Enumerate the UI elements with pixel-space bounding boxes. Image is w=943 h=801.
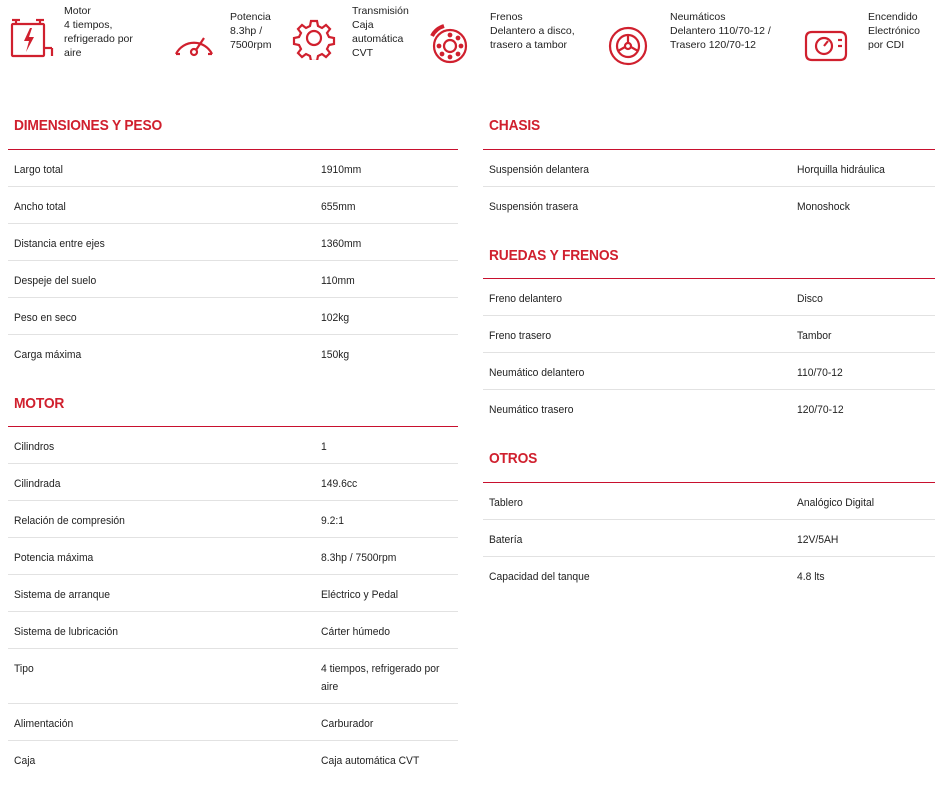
spec-label: Cilindros: [14, 441, 55, 453]
feature-text: [868, 10, 920, 52]
spec-label: Tablero: [489, 497, 523, 509]
spec-label: Batería: [489, 534, 523, 546]
spec-value: 110mm: [321, 275, 355, 287]
feature-line: Transmisión: [352, 5, 409, 17]
spec-row: [8, 427, 458, 464]
spec-row: [8, 261, 458, 298]
spec-row: [8, 187, 458, 224]
feature-line: Delantero 110/70-12 /: [670, 25, 771, 37]
feature-line: por CDI: [868, 39, 905, 51]
spec-value: 8.3hp / 7500rpm: [321, 552, 397, 564]
spec-value: Tambor: [797, 330, 832, 342]
spec-label: Alimentación: [14, 718, 74, 730]
spec-row: [483, 279, 935, 316]
section-title-ruedas-frenos: RUEDAS Y FRENOS: [489, 247, 619, 264]
spec-label: Suspensión trasera: [489, 201, 579, 213]
spec-value: Analógico Digital: [797, 497, 875, 509]
spec-value: 1910mm: [321, 164, 362, 176]
spec-value: 9.2:1: [321, 515, 345, 527]
spec-row: [8, 501, 458, 538]
spec-label: Capacidad del tanque: [489, 571, 590, 583]
spec-label: Despeje del suelo: [14, 275, 97, 287]
feature-line: Delantero a disco,: [490, 25, 575, 37]
feature-line: Motor: [64, 5, 91, 17]
spec-row: [8, 741, 458, 778]
feature-text: [352, 4, 409, 60]
spec-row: [8, 704, 458, 741]
feature-line: Potencia: [230, 11, 271, 23]
feature-encendido: [802, 10, 920, 66]
spec-label: Potencia máxima: [14, 552, 94, 564]
spec-label: Distancia entre ejes: [14, 238, 105, 250]
spec-row: [483, 353, 935, 390]
spec-row: [483, 483, 935, 520]
disc-brake-icon: [424, 18, 472, 66]
feature-line: refrigerado por: [64, 33, 133, 45]
spec-value: 110/70-12: [797, 367, 843, 379]
feature-transmision: [290, 4, 409, 60]
feature-line: aire: [64, 47, 82, 59]
feature-line: CVT: [352, 47, 373, 59]
spec-value: 1360mm: [321, 238, 362, 250]
section-title-dimensiones: DIMENSIONES Y PESO: [14, 117, 163, 134]
feature-text: [230, 10, 271, 52]
spec-value: 150kg: [321, 349, 350, 361]
spec-value: 655mm: [321, 201, 356, 213]
feature-line: Frenos: [490, 11, 523, 23]
feature-line: 7500rpm: [230, 39, 272, 51]
speed-gauge-icon: [170, 18, 218, 66]
feature-line: automática: [352, 33, 404, 45]
dashboard-icon: [802, 18, 850, 66]
feature-line: Caja: [352, 19, 374, 31]
spec-label: Suspensión delantera: [489, 164, 590, 176]
feature-line: 8.3hp /: [230, 25, 263, 37]
tire-icon: [604, 18, 652, 66]
gear-icon: [290, 12, 338, 60]
spec-value: Cárter húmedo: [321, 626, 390, 638]
feature-line: Trasero 120/70-12: [670, 39, 756, 51]
spec-row: [8, 575, 458, 612]
spec-value: Disco: [797, 293, 823, 305]
section-title-motor: MOTOR: [14, 395, 65, 412]
spec-row: [483, 390, 935, 427]
feature-text: [670, 10, 771, 52]
feature-text: [490, 10, 575, 52]
spec-label: Caja: [14, 755, 36, 767]
feature-line: Electrónico: [868, 25, 920, 37]
spec-row: [483, 557, 935, 594]
spec-label: Sistema de lubricación: [14, 626, 119, 638]
spec-label: Peso en seco: [14, 312, 77, 324]
spec-row: [8, 335, 458, 372]
feature-line: 4 tiempos,: [64, 19, 113, 31]
spec-row: [8, 298, 458, 335]
spec-label: Cilindrada: [14, 478, 61, 490]
spec-value: 1: [321, 441, 327, 453]
spec-label: Largo total: [14, 164, 63, 176]
spec-label: Sistema de arranque: [14, 589, 110, 601]
spec-label: Relación de compresión: [14, 515, 125, 527]
feature-strip: [0, 0, 943, 90]
spec-row: [8, 612, 458, 649]
spec-value: Monoshock: [797, 201, 850, 213]
spec-row: [8, 538, 458, 575]
spec-label: Tipo: [14, 663, 34, 675]
feature-frenos: [424, 10, 575, 66]
feature-motor: [8, 4, 133, 60]
feature-neumaticos: [604, 10, 771, 66]
feature-potencia: [170, 10, 271, 66]
spec-value: 149.6cc: [321, 478, 358, 490]
spec-value: 4 tiempos, refrigerado por aire: [321, 663, 440, 693]
spec-label: Ancho total: [14, 201, 66, 213]
spec-row: [8, 224, 458, 261]
feature-line: Encendido: [868, 11, 918, 23]
spec-row: [483, 150, 935, 187]
spec-value: 4.8 lts: [797, 571, 825, 583]
spec-label: Neumático delantero: [489, 367, 585, 379]
spec-value: Caja automática CVT: [321, 755, 420, 767]
spec-label: Freno trasero: [489, 330, 552, 342]
spec-row: [8, 649, 458, 704]
section-title-chasis: CHASIS: [489, 117, 541, 134]
feature-line: Neumáticos: [670, 11, 726, 23]
battery-bolt-icon: [8, 12, 56, 60]
section-title-otros: OTROS: [489, 450, 538, 467]
spec-value: 102kg: [321, 312, 350, 324]
spec-row: [483, 520, 935, 557]
spec-value: Carburador: [321, 718, 374, 730]
spec-row: [8, 464, 458, 501]
spec-value: Horquilla hidráulica: [797, 164, 885, 176]
spec-row: [8, 150, 458, 187]
spec-row: [483, 187, 935, 224]
spec-value: 120/70-12: [797, 404, 844, 416]
spec-label: Carga máxima: [14, 349, 82, 361]
spec-value: 12V/5AH: [797, 534, 839, 546]
spec-label: Freno delantero: [489, 293, 563, 305]
spec-row: [483, 316, 935, 353]
feature-text: [64, 4, 133, 60]
spec-label: Neumático trasero: [489, 404, 574, 416]
feature-line: trasero a tambor: [490, 39, 568, 51]
spec-value: Eléctrico y Pedal: [321, 589, 399, 601]
